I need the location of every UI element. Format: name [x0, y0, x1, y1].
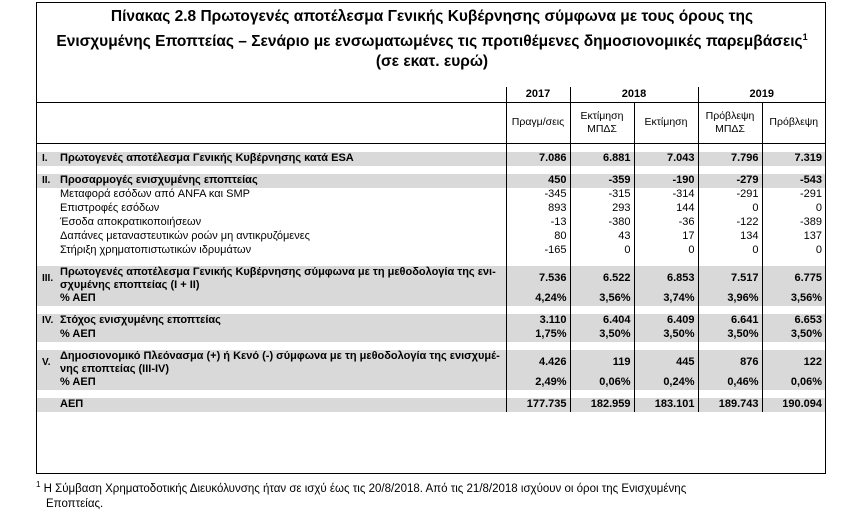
column-header-line: Πρόβλεψη: [769, 116, 819, 128]
footnote-text: Η Σύμβαση Χρηματοδοτικής Διευκόλυνσης ήταν σε ισχύ έως τις 20/8/2018. Από τις 21/8/2018 ισχύουν οι όροι της Ενισχυμένης: [43, 482, 687, 495]
row-value: 6.409: [634, 314, 698, 328]
row-label: Στόχος ενισχυμένης εποπτείας: [57, 314, 506, 328]
row-value: -314: [634, 188, 698, 202]
table-row: [37, 376, 825, 390]
row-value: -543: [762, 174, 825, 188]
row-value: 6.853: [634, 266, 698, 292]
row-value: 0: [634, 244, 698, 258]
row-value: 43: [570, 230, 634, 244]
row-value: 6.653: [762, 314, 825, 328]
row-value: 3,50%: [634, 328, 698, 342]
row-value: 134: [698, 230, 762, 244]
row-value: 7.796: [698, 152, 762, 166]
column-header: [634, 102, 698, 143]
row-value: 6.404: [570, 314, 634, 328]
row-value: 7.536: [506, 266, 570, 292]
row-value: -380: [570, 216, 634, 230]
row-label-line: νης εποπτείας (III-IV): [60, 362, 170, 375]
table-row: [37, 216, 825, 230]
row-label-line: σχυμένης εποπτείας (I + II): [60, 278, 200, 291]
row-value: 4.426: [506, 350, 570, 376]
row-value: -279: [698, 174, 762, 188]
spacer-row: [37, 143, 825, 152]
row-value: 190.094: [762, 398, 825, 412]
column-header-line: ΜΠΔΣ: [587, 122, 617, 135]
row-value: 6.641: [698, 314, 762, 328]
spacer-row: [37, 258, 825, 266]
row-value: 6.775: [762, 266, 825, 292]
row-value: 183.101: [634, 398, 698, 412]
data-table: [37, 87, 825, 412]
row-value: 0: [698, 202, 762, 216]
title-line-2: Ενισχυμένης Εποπτείας – Σενάριο με ενσωματωμένες τις προτιθέμενες δημοσιονομικές παρεμβάσεις$^1$: [56, 32, 808, 51]
row-value: 293: [570, 202, 634, 216]
row-roman: IV.: [37, 314, 57, 328]
row-value: -359: [570, 174, 634, 188]
row-value: 7.086: [506, 152, 570, 166]
row-value: 0: [570, 244, 634, 258]
row-value: 3,56%: [762, 292, 825, 306]
spacer-row: [37, 390, 825, 398]
row-label: Μεταφορά εσόδων από ANFA και SMP: [60, 188, 250, 200]
row-value: 137: [762, 230, 825, 244]
row-value: 6.881: [570, 152, 634, 166]
row-value: 3.110: [506, 314, 570, 328]
footnote-marker: 1: [802, 32, 808, 42]
table-frame: [36, 2, 826, 474]
row-value: -190: [634, 174, 698, 188]
row-roman: III.: [37, 266, 57, 292]
table-row: [37, 152, 825, 166]
table-row: [37, 398, 825, 412]
row-label-line: Πρωτογενές αποτέλεσμα Γενικής Κυβέρνησης σύμφωνα με τη μεθοδολογία της ενι-: [60, 265, 496, 278]
footnote-number: 1: [36, 480, 41, 489]
row-value: 4,24%: [506, 292, 570, 306]
table-row: [37, 244, 825, 258]
row-value: 119: [570, 350, 634, 376]
column-header-row: [37, 102, 825, 143]
row-label: Πρωτογενές αποτέλεσμα Γενικής Κυβέρνησης κατά ESA: [57, 152, 506, 166]
row-roman: [37, 202, 57, 216]
row-value: 3,56%: [570, 292, 634, 306]
row-label: [57, 350, 506, 376]
year-header-row: [37, 87, 825, 102]
column-header: [570, 102, 634, 143]
row-value: 7.319: [762, 152, 825, 166]
row-roman: [37, 292, 57, 306]
row-value: 0: [698, 244, 762, 258]
column-header-line: Πραγμ/σεις: [511, 116, 565, 128]
row-value: 3,50%: [570, 328, 634, 342]
spacer-row: [37, 342, 825, 350]
footnote: [36, 477, 826, 512]
row-value: 3,74%: [634, 292, 698, 306]
spacer-row: [37, 166, 825, 174]
year-2019: 2019: [698, 87, 825, 102]
row-label: % ΑΕΠ: [57, 376, 506, 390]
row-value: 189.743: [698, 398, 762, 412]
row-label-line: Δημοσιονομικό Πλεόνασμα (+) ή Κενό (-) σύμφωνα με τη μεθοδολογία της ενισχυμέ-: [60, 349, 500, 362]
table-row: [37, 292, 825, 306]
column-header: [698, 102, 762, 143]
table-row: [37, 266, 825, 292]
row-value: 2,49%: [506, 376, 570, 390]
row-label: % ΑΕΠ: [57, 292, 506, 306]
table-row: [37, 328, 825, 342]
spacer-row: [37, 306, 825, 314]
row-value: -315: [570, 188, 634, 202]
table-row: [37, 188, 825, 202]
row-value: 0,46%: [698, 376, 762, 390]
row-value: 0: [762, 244, 825, 258]
table-row: [37, 202, 825, 216]
row-value: 177.735: [506, 398, 570, 412]
footnote-text-cont: Εποπτείας.: [46, 497, 104, 510]
row-roman: [37, 398, 57, 412]
row-value: 182.959: [570, 398, 634, 412]
row-roman: [37, 230, 57, 244]
row-roman: [37, 244, 57, 258]
row-value: -165: [506, 244, 570, 258]
row-value: 3,50%: [762, 328, 825, 342]
row-value: 0,06%: [570, 376, 634, 390]
row-value: -291: [698, 188, 762, 202]
row-value: 6.522: [570, 266, 634, 292]
row-value: 17: [634, 230, 698, 244]
column-header-line: Εκτίμηση: [580, 109, 624, 122]
row-roman: [37, 328, 57, 342]
row-value: -13: [506, 216, 570, 230]
row-value: 7.517: [698, 266, 762, 292]
row-value: 144: [634, 202, 698, 216]
row-value: 80: [506, 230, 570, 244]
table-title: [37, 7, 827, 72]
row-label: Στήριξη χρηματοπιστωτικών ιδρυμάτων: [60, 244, 252, 256]
row-value: 450: [506, 174, 570, 188]
row-roman: [37, 216, 57, 230]
row-value: 445: [634, 350, 698, 376]
table-row: [37, 174, 825, 188]
row-value: -36: [634, 216, 698, 230]
table-row: [37, 314, 825, 328]
column-header-line: Εκτίμηση: [644, 116, 688, 128]
row-value: -389: [762, 216, 825, 230]
column-header-line: ΜΠΔΣ: [715, 122, 745, 135]
row-roman: V.: [37, 350, 57, 376]
title-line-1: Πίνακας 2.8 Πρωτογενές αποτέλεσμα Γενικής Κυβέρνησης σύμφωνα με τους όρους της: [110, 8, 754, 25]
row-value: 3,50%: [698, 328, 762, 342]
row-value: 7.043: [634, 152, 698, 166]
row-value: 0: [762, 202, 825, 216]
row-value: 3,96%: [698, 292, 762, 306]
row-value: -122: [698, 216, 762, 230]
row-value: 0,24%: [634, 376, 698, 390]
table-row: [37, 350, 825, 376]
column-header: [762, 102, 825, 143]
row-label: Δαπάνες μεταναστευτικών ροών μη αντικρυζόμενες: [60, 230, 310, 242]
row-value: 893: [506, 202, 570, 216]
row-value: -291: [762, 188, 825, 202]
row-label: Έσοδα αποκρατικοποιήσεων: [60, 216, 202, 228]
row-value: 0,06%: [762, 376, 825, 390]
row-value: 876: [698, 350, 762, 376]
row-label: ΑΕΠ: [57, 398, 506, 412]
row-label: [57, 266, 506, 292]
row-roman: I.: [37, 152, 57, 166]
row-label: Προσαρμογές ενισχυμένης εποπτείας: [57, 174, 506, 188]
row-value: -345: [506, 188, 570, 202]
column-header-line: Πρόβλεψη: [705, 109, 755, 122]
column-header: [506, 102, 570, 143]
row-value: 122: [762, 350, 825, 376]
table-row: [37, 230, 825, 244]
row-roman: [37, 188, 57, 202]
row-label: Επιστροφές εσόδων: [60, 202, 160, 214]
row-roman: II.: [37, 174, 57, 188]
title-unit: (σε εκατ. ευρώ): [375, 53, 489, 71]
year-2018: 2018: [570, 87, 698, 102]
row-value: 1,75%: [506, 328, 570, 342]
year-2017: 2017: [506, 87, 570, 102]
row-roman: [37, 376, 57, 390]
row-label: % ΑΕΠ: [57, 328, 506, 342]
